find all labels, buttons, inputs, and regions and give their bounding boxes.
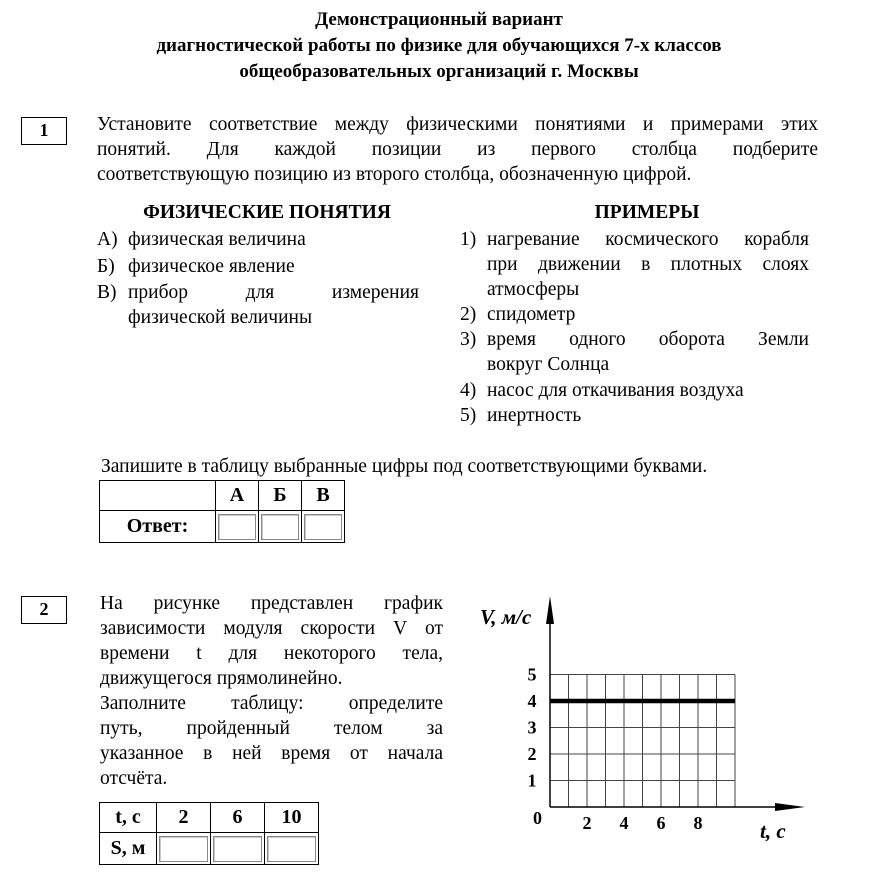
concept-key: Б)	[97, 256, 115, 277]
header-line-1: Демонстрационный вариант	[315, 9, 563, 30]
path-cell[interactable]	[157, 833, 211, 865]
example-text: спидометр	[487, 304, 576, 325]
answer-col-header: В	[302, 481, 345, 511]
task-2-text	[100, 591, 443, 791]
example-text: вокруг Солнца	[487, 354, 610, 375]
example-text: атмосферы	[487, 279, 580, 300]
concept-key: В)	[97, 282, 117, 303]
table-time-label: t, с	[100, 803, 157, 833]
concept-b	[97, 254, 419, 279]
example-4	[460, 378, 809, 403]
path-input-2[interactable]	[159, 836, 208, 862]
y-tick-label: 1	[527, 770, 537, 791]
concept-text: физическое явление	[128, 256, 295, 277]
y-tick-label: 3	[527, 717, 537, 738]
example-text: при движении в плотных слоях	[487, 254, 809, 275]
answer-table-corner	[100, 481, 216, 511]
example-key: 1)	[460, 229, 477, 250]
header-line-3: общеобразовательных организаций г. Москвы	[239, 61, 639, 82]
task-1-answer-table	[99, 480, 345, 543]
header-line-2: диагностической работы по физике для обучающихся 7-х классов	[156, 35, 722, 56]
task-2-table	[99, 802, 319, 865]
example-text: инертность	[487, 405, 582, 426]
example-text: время одного оборота Земли	[487, 329, 809, 350]
concept-a	[97, 227, 419, 252]
example-1	[460, 227, 809, 302]
y-axis-arrow	[546, 596, 554, 624]
concept-text: прибор для измерения	[128, 282, 419, 303]
concept-v	[97, 280, 419, 330]
task-1-intro-line: Установите соответствие между физическими понятиями и примерами этих	[97, 114, 818, 135]
task-2-text-line: движущегося прямолинейно.	[100, 668, 343, 689]
examples-header: ПРИМЕРЫ	[594, 202, 700, 223]
concept-text: физическая величина	[128, 229, 306, 250]
y-tick-label: 2	[527, 744, 537, 764]
table-time-value: 2	[157, 803, 211, 833]
task-2-text-line: путь, пройденный телом за	[100, 718, 443, 739]
concepts-header: ФИЗИЧЕСКИЕ ПОНЯТИЯ	[143, 202, 391, 223]
x-tick-label: 6	[656, 813, 666, 833]
example-text: насос для откачивания воздуха	[487, 380, 744, 401]
task-2-text-line: На рисунке представлен график	[100, 593, 443, 614]
example-5	[460, 403, 809, 428]
x-axis-arrow	[775, 803, 805, 811]
task-2-text-line: Заполните таблицу: определите	[100, 693, 443, 714]
example-key: 5)	[460, 405, 477, 426]
answer-row-label: Ответ:	[100, 511, 216, 543]
example-text: нагревание космического корабля	[487, 229, 809, 250]
concept-key: А)	[97, 229, 118, 250]
task-2-text-line: зависимости модуля скорости V от	[100, 618, 443, 639]
answer-cell[interactable]	[259, 511, 302, 543]
x-tick-label: 8	[693, 813, 703, 833]
example-3	[460, 327, 809, 377]
y-tick-label: 5	[527, 664, 537, 685]
answer-input-v[interactable]	[304, 514, 342, 540]
task-2-text-line: указанное в ней время от начала	[100, 743, 443, 764]
table-time-value: 6	[211, 803, 265, 833]
answer-col-header: А	[216, 481, 259, 511]
path-cell[interactable]	[211, 833, 265, 865]
table-path-label: S, м	[100, 833, 157, 865]
example-key: 3)	[460, 329, 477, 350]
answer-cell[interactable]	[216, 511, 259, 543]
origin-label: 0	[533, 808, 542, 828]
task-1-instruction: Запишите в таблицу выбранные цифры под соответствующими буквами.	[101, 456, 708, 477]
example-2	[460, 302, 809, 327]
velocity-time-graph	[470, 590, 810, 850]
concept-text: физической величины	[128, 307, 313, 328]
answer-input-b[interactable]	[261, 514, 299, 540]
path-input-10[interactable]	[267, 836, 316, 862]
x-axis-label: t, с	[760, 819, 786, 843]
path-cell[interactable]	[265, 833, 319, 865]
table-time-value: 10	[265, 803, 319, 833]
task-1-intro-line: понятий. Для каждой позиции из первого столбца подберите	[97, 139, 818, 160]
example-key: 4)	[460, 380, 477, 401]
task-2-number: 2	[21, 596, 67, 624]
task-1-intro	[97, 112, 818, 187]
example-key: 2)	[460, 304, 477, 325]
task-1-number: 1	[21, 117, 67, 145]
answer-cell[interactable]	[302, 511, 345, 543]
answer-col-header: Б	[259, 481, 302, 511]
path-input-6[interactable]	[213, 836, 262, 862]
task-2-text-line: времени t для некоторого тела,	[100, 643, 443, 664]
task-1-intro-line: соответствующую позицию из второго столбца, обозначенную цифрой.	[97, 164, 692, 185]
y-tick-label: 4	[527, 691, 537, 711]
x-tick-label: 2	[582, 813, 592, 833]
answer-input-a[interactable]	[218, 514, 256, 540]
y-axis-label: V, м/с	[480, 605, 532, 629]
task-2-text-line: отсчёта.	[100, 768, 168, 789]
x-tick-label: 4	[619, 813, 629, 833]
